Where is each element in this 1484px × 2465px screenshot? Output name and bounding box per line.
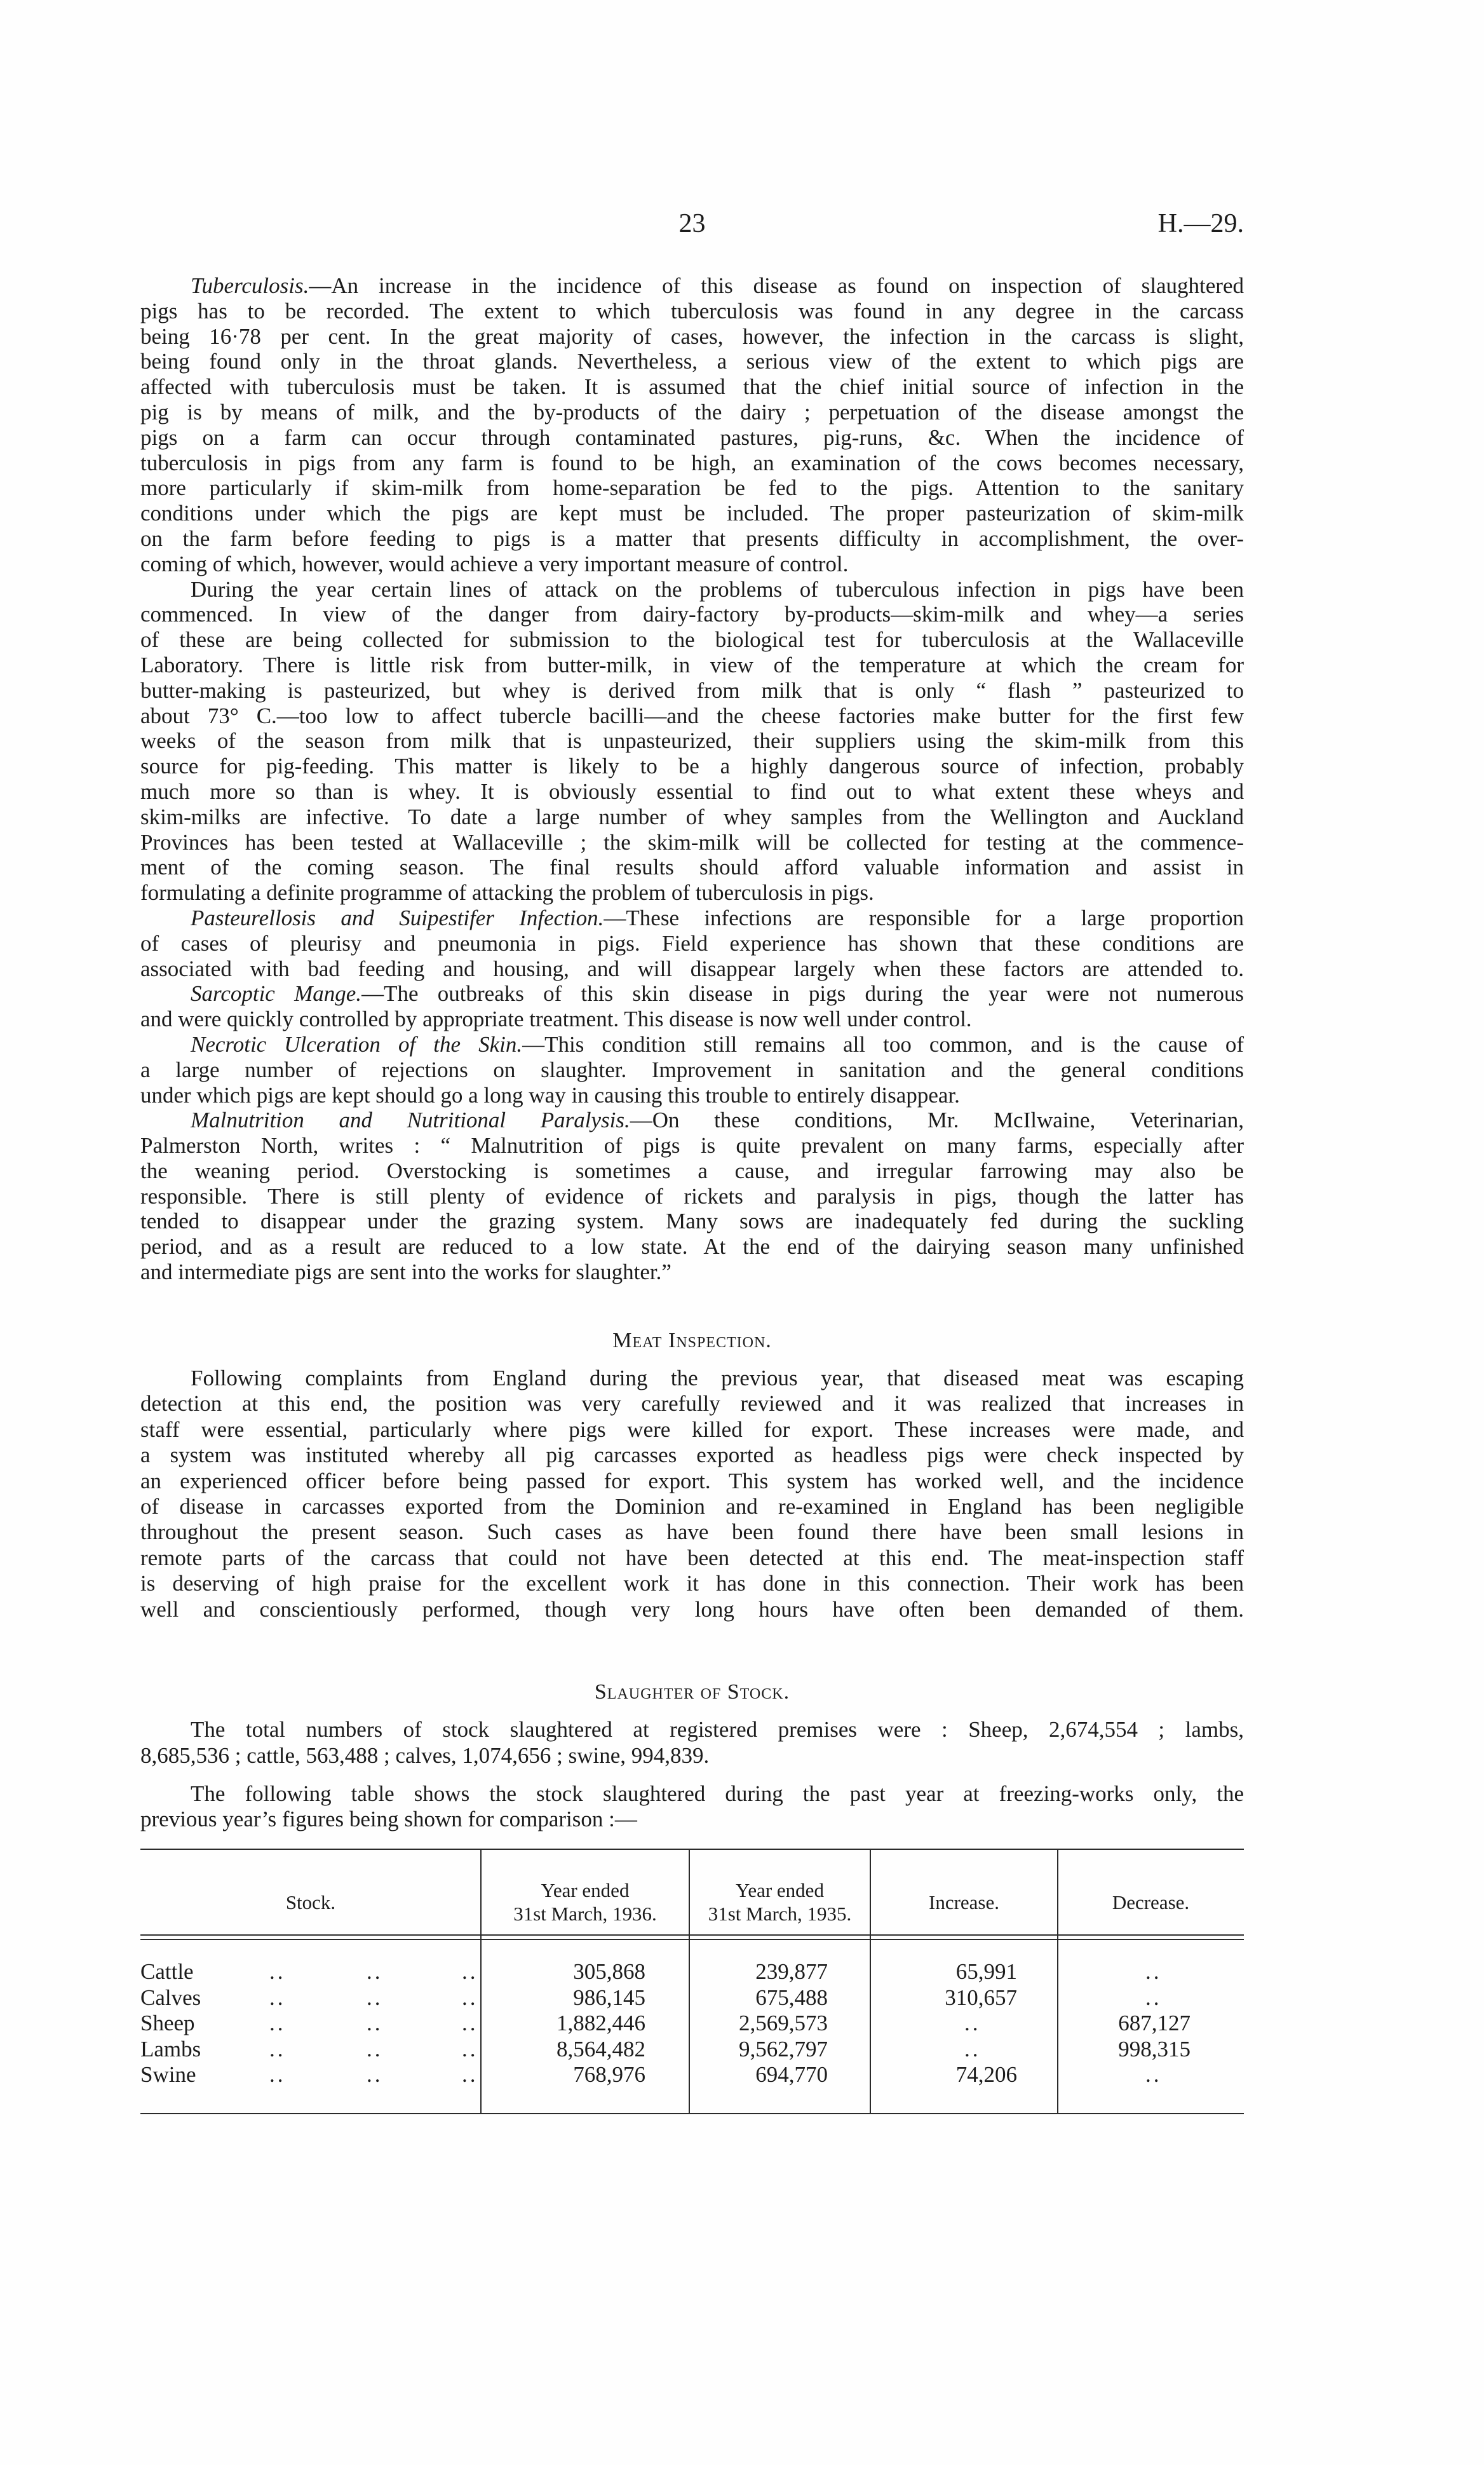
text-line: and intermediate pigs are sent into the works for slaughter.” <box>140 1260 671 1285</box>
text-line: the weaning period. Overstocking is sometimes a cause, and irregular farrowing may also be <box>140 1158 1244 1183</box>
table-row <box>140 2037 1244 2063</box>
text-line <box>140 1108 1244 1133</box>
text-line: ment of the coming season. The final results should afford valuable information and assist in <box>140 855 1244 880</box>
text-line: and were quickly controlled by appropriate treatment. This disease is now well under control. <box>140 1007 972 1032</box>
row-label: Cattle <box>140 1959 194 1984</box>
leader-dots: .. <box>462 1959 478 1984</box>
text-line: remote parts of the carcass that could not have been detected at this end. The meat-inspection staff <box>140 1545 1244 1570</box>
table-cell: .. <box>1145 2062 1162 2088</box>
text-line: well and conscientiously performed, though very long hours have often been demanded of them. <box>140 1596 1244 1622</box>
table-cell: .. <box>1145 1985 1162 2010</box>
header-text: 31st March, 1935. <box>708 1903 852 1925</box>
table-cell: .. <box>964 2011 981 2036</box>
row-label: Lambs <box>140 2036 201 2061</box>
table-cell: 9,562,797 <box>739 2036 828 2061</box>
table-cell: 65,991 <box>955 1959 1017 1984</box>
table-cell: 694,770 <box>755 2062 828 2088</box>
text-line: weeks of the season from milk that is unpasteurized, their suppliers using the skim-milk from this <box>140 728 1244 754</box>
row-label: Swine <box>140 2062 196 2088</box>
line-text: —This condition still remains all too common, and is the cause of <box>522 1031 1244 1057</box>
text-line: Palmerston North, writes : “ Malnutrition of pigs is quite prevalent on many farms, especially after <box>140 1133 1244 1158</box>
header-text: Stock. <box>285 1891 336 1913</box>
section-lead: Tuberculosis. <box>191 273 309 298</box>
table-cell: 239,877 <box>755 1959 828 1984</box>
text-line: of cases of pleurisy and pneumonia in pigs. Field experience has shown that these conditions are <box>140 930 1244 956</box>
line-text: —The outbreaks of this skin disease in pigs during the year were not numerous <box>361 981 1245 1007</box>
text-line: of disease in carcasses exported from the Dominion and re-examined in England has been negligible <box>140 1493 1244 1519</box>
leader-dots: .. <box>269 1985 286 2010</box>
text-line: conditions under which the pigs are kept must be included. The proper pasteurization of skim-milk <box>140 501 1244 526</box>
text-line: commenced. In view of the danger from dairy-factory by-products—skim-milk and whey—a series <box>140 602 1244 627</box>
leader-dots: .. <box>269 1959 286 1984</box>
table-rule <box>140 1934 1244 1936</box>
stock-table <box>140 1849 1244 2114</box>
table-rule <box>140 1939 1244 1940</box>
text-line: detection at this end, the position was very carefully reviewed and it was realized that increases in <box>140 1391 1244 1416</box>
text-line: more particularly if skim-milk from home-separation be fed to the pigs. Attention to the sanitary <box>140 475 1244 501</box>
column-header-1935 <box>689 1849 870 1934</box>
table-cell: .. <box>964 2036 981 2061</box>
text-line: The total numbers of stock slaughtered at registered premises were : Sheep, 2,674,554 ; lambs, <box>191 1717 1244 1742</box>
text-line: about 73° C.—too low to affect tubercle bacilli—and the cheese factories make butter for the first few <box>140 703 1244 728</box>
header-text: 31st March, 1936. <box>513 1903 657 1925</box>
table-row <box>140 2011 1244 2037</box>
text-line: under which pigs are kept should go a long way in causing this trouble to entirely disappear. <box>140 1082 960 1108</box>
text-line: butter-making is pasteurized, but whey is derived from milk that is only “ flash ” pasteurized to <box>140 677 1244 703</box>
row-label: Sheep <box>140 2011 195 2036</box>
text-line: on the farm before feeding to pigs is a matter that presents difficulty in accomplishment, the over- <box>140 526 1244 551</box>
table-cell: 74,206 <box>955 2062 1017 2088</box>
table-cell: 310,657 <box>945 1985 1017 2010</box>
row-label: Calves <box>140 1985 201 2010</box>
leader-dots: .. <box>367 1959 383 1984</box>
text-line: responsible. There is still plenty of evidence of rickets and paralysis in pigs, though the latter has <box>140 1183 1244 1209</box>
text-line: During the year certain lines of attack on the problems of tuberculous infection in pigs have been <box>191 576 1244 602</box>
text-line: coming of which, however, would achieve a very important measure of control. <box>140 551 849 576</box>
table-cell: 687,127 <box>1118 2011 1191 2036</box>
text-line: Laboratory. There is little risk from butter-milk, in view of the temperature at which the cream for <box>140 652 1244 677</box>
text-line: of these are being collected for submission to the biological test for tuberculosis at the Wallaceville <box>140 627 1244 653</box>
leader-dots: .. <box>367 2036 383 2061</box>
header-text: Increase. <box>929 1891 999 1913</box>
header-text: Year ended <box>736 1879 824 1901</box>
meat-inspection-text <box>140 1366 1244 1622</box>
paper-reference: H.—29. <box>1157 209 1244 238</box>
text-line: 8,685,536 ; cattle, 563,488 ; calves, 1,074,656 ; swine, 994,839. <box>140 1743 710 1768</box>
leader-dots: .. <box>367 2062 383 2088</box>
leader-dots: .. <box>269 2062 286 2088</box>
text-line: formulating a definite programme of attacking the problem of tuberculosis in pigs. <box>140 880 874 906</box>
table-cell: 2,569,573 <box>739 2011 828 2036</box>
leader-dots: .. <box>462 2036 478 2061</box>
text-line: The following table shows the stock slaughtered during the past year at freezing-works only, the <box>191 1781 1244 1806</box>
slaughter-totals <box>140 1716 1244 1769</box>
text-line: associated with bad feeding and housing, and will disappear largely when these factors are attended to. <box>140 956 1244 981</box>
section-lead: Necrotic Ulceration of the Skin. <box>191 1031 523 1057</box>
text-line: source for pig-feeding. This matter is likely to be a highly dangerous source of infection, probably <box>140 754 1244 779</box>
text-line: staff were essential, particularly where pigs were killed for export. These increases were made, and <box>140 1416 1244 1442</box>
text-line: being 16·78 per cent. In the great majority of cases, however, the infection in the carcass is slight, <box>140 323 1244 349</box>
line-text: —On these conditions, Mr. McIlwaine, Veterinarian, <box>630 1108 1244 1133</box>
section-lead: Malnutrition and Nutritional Paralysis. <box>191 1108 630 1133</box>
text-line: pigs has to be recorded. The extent to which tuberculosis was found in any degree in the carcass <box>140 298 1244 323</box>
line-text: —These infections are responsible for a large proportion <box>604 905 1244 930</box>
line-text: —An increase in the incidence of this disease as found on inspection of slaughtered <box>309 273 1244 298</box>
disease-notes <box>140 273 1244 1285</box>
table-rule <box>140 2113 1244 2114</box>
table-cell: 986,145 <box>573 1985 645 2010</box>
leader-dots: .. <box>367 1985 383 2010</box>
text-line: tuberculosis in pigs from any farm is found to be high, an examination of the cows becomes necessary, <box>140 450 1244 475</box>
table-cell: 8,564,482 <box>556 2036 645 2061</box>
leader-dots: .. <box>269 2036 286 2061</box>
leader-dots: .. <box>367 2011 383 2036</box>
table-cell: 305,868 <box>573 1959 645 1984</box>
text-line: an experienced officer before being passed for export. This system has worked well, and the incidence <box>140 1468 1244 1493</box>
page-number: 23 <box>678 209 706 238</box>
text-line <box>140 981 1244 1007</box>
table-cell: 998,315 <box>1118 2036 1191 2061</box>
column-header-increase <box>870 1849 1058 1934</box>
text-line <box>140 1032 1244 1057</box>
section-heading: Meat Inspection. <box>612 1329 772 1352</box>
running-head <box>140 210 1244 238</box>
text-line: previous year’s figures being shown for comparison :— <box>140 1806 637 1831</box>
table-cell: 1,882,446 <box>556 2011 645 2036</box>
text-line: affected with tuberculosis must be taken. It is assumed that the chief initial source of infection in the <box>140 374 1244 400</box>
text-line: a large number of rejections on slaughter. Improvement in sanitation and the general conditions <box>140 1057 1244 1082</box>
column-header-stock <box>140 1849 481 1934</box>
leader-dots: .. <box>269 2011 286 2036</box>
text-line: is deserving of high praise for the excellent work it has done in this connection. Their work has been <box>140 1571 1244 1596</box>
table-row <box>140 1959 1244 1985</box>
column-header-1936 <box>481 1849 689 1934</box>
table-intro <box>140 1781 1244 1831</box>
text-line: pig is by means of milk, and the by-products of the dairy ; perpetuation of the disease amongst the <box>140 399 1244 424</box>
table-cell: 768,976 <box>573 2062 645 2088</box>
header-text: Decrease. <box>1112 1891 1190 1913</box>
section-lead: Pasteurellosis and Suipestifer Infection. <box>191 905 604 930</box>
text-line <box>140 906 1244 931</box>
table-cell: .. <box>1145 1959 1162 1984</box>
section-heading: Slaughter of Stock. <box>594 1680 790 1704</box>
leader-dots: .. <box>462 1985 478 2010</box>
column-header-decrease <box>1058 1849 1244 1934</box>
text-line: period, and as a result are reduced to a low state. At the end of the dairying season many unfinished <box>140 1234 1244 1260</box>
text-line: pigs on a farm can occur through contaminated pastures, pig-runs, &c. When the incidence of <box>140 424 1244 450</box>
table-cell: 675,488 <box>755 1985 828 2010</box>
text-line: tended to disappear under the grazing system. Many sows are inadequately fed during the suckling <box>140 1209 1244 1234</box>
text-line: a system was instituted whereby all pig carcasses exported as headless pigs were check inspected by <box>140 1443 1244 1468</box>
section-lead: Sarcoptic Mange. <box>191 981 362 1007</box>
table-row <box>140 2062 1244 2088</box>
table-row <box>140 1985 1244 2011</box>
header-text: Year ended <box>541 1879 630 1901</box>
leader-dots: .. <box>462 2011 478 2036</box>
text-line: throughout the present season. Such cases as have been found there have been small lesions in <box>140 1519 1244 1545</box>
text-line: Provinces has been tested at Wallaceville ; the skim-milk will be collected for testing at the commence- <box>140 829 1244 855</box>
text-line: much more so than is whey. It is obviously essential to find out to what extent these wheys and <box>140 778 1244 804</box>
leader-dots: .. <box>462 2062 478 2088</box>
text-line: Following complaints from England during the previous year, that diseased meat was escaping <box>191 1366 1244 1390</box>
text-line: skim-milks are infective. To date a large number of whey samples from the Wellington and Auckland <box>140 804 1244 829</box>
text-line: being found only in the throat glands. Nevertheless, a serious view of the extent to which pigs are <box>140 349 1244 374</box>
text-line <box>140 273 1244 299</box>
